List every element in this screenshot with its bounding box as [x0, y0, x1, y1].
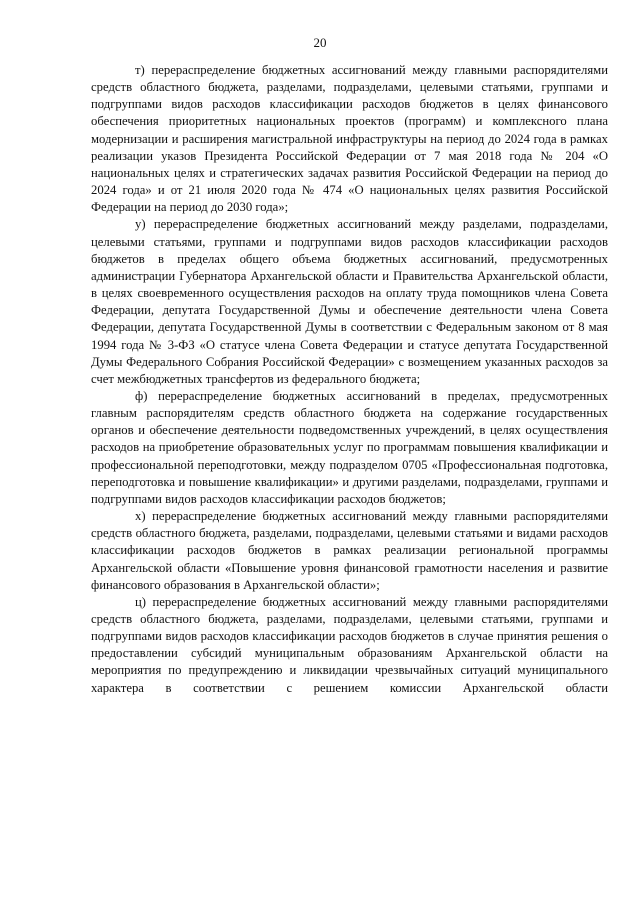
- document-body: [91, 62, 608, 697]
- paragraph-u: у) перераспределение бюджетных ассигнований между разделами, подразделами, целевыми статьями, группами и подгруппами видов расходов классификации расходов бюджетов в пределах общего объема бюджетных ассигнований, предусмотренных администрации Губернатора Архангельской области и Правительства Архангельской области, в целях своевременного осуществления расходов на оплату труда помощников члена Совета Федерации, депутата Государственной Думы и обеспечение деятельности члена Совета Федерации, депутата Государственной Думы в соответствии с Федеральным законом от 8 мая 1994 года № 3-ФЗ «О статусе члена Совета Федерации и статусе депутата Государственной Думы Федерального Собрания Российской Федерации» с возмещением указанных расходов за счет межбюджетных трансфертов из федерального бюджета;: [91, 217, 608, 386]
- paragraph-f: ф) перераспределение бюджетных ассигнований в пределах, предусмотренных главным распорядителям средств областного бюджета на содержание государственных органов и обеспечение деятельности подведомственных учреждений, в целях осуществления расходов на приобретение образовательных услуг по программам повышения квалификации и профессиональной переподготовки, между подразделом 0705 «Профессиональная подготовка, переподготовка и повышение квалификации» и другими разделами, подразделами, группами и подгруппами видов расходов классификации расходов бюджетов;: [91, 388, 608, 506]
- paragraph-kh: х) перераспределение бюджетных ассигнований между главными распорядителями средств областного бюджета, разделами, подразделами, целевыми статьями и видами расходов классификации расходов бюджетов в рамках реализации региональной программы Архангельской области «Повышение уровня финансовой грамотности населения и развитие финансового образования в Архангельской области»;: [91, 509, 608, 592]
- paragraph-t: т) перераспределение бюджетных ассигнований между главными распорядителями средств областного бюджета, разделами, подразделами, целевыми статьями, группами и подгруппами видов расходов классификации расходов бюджетов в целях финансового обеспечения приоритетных национальных проектов (программ) и комплексного плана модернизации и расширения магистральной инфраструктуры на период до 2024 года в рамках реализации указов Президента Российской Федерации от 7 мая 2018 года № 204 «О национальных целях и стратегических задачах развития Российской Федерации на период до 2024 года» и от 21 июля 2020 года № 474 «О национальных целях развития Российской Федерации на период до 2030 года»;: [91, 63, 608, 215]
- paragraph-ts: ц) перераспределение бюджетных ассигнований между главными распорядителями средств областного бюджета, разделами, подразделами, целевыми статьями, группами и подгруппами видов расходов классификации расходов бюджетов в случае принятия решения о предоставлении субсидий муниципальным образованиям Архангельской области на мероприятия по предупреждению и ликвидации чрезвычайных ситуаций муниципального характера в соответствии с решением комиссии Архангельской области: [91, 594, 608, 695]
- page-number: 20: [313, 35, 327, 50]
